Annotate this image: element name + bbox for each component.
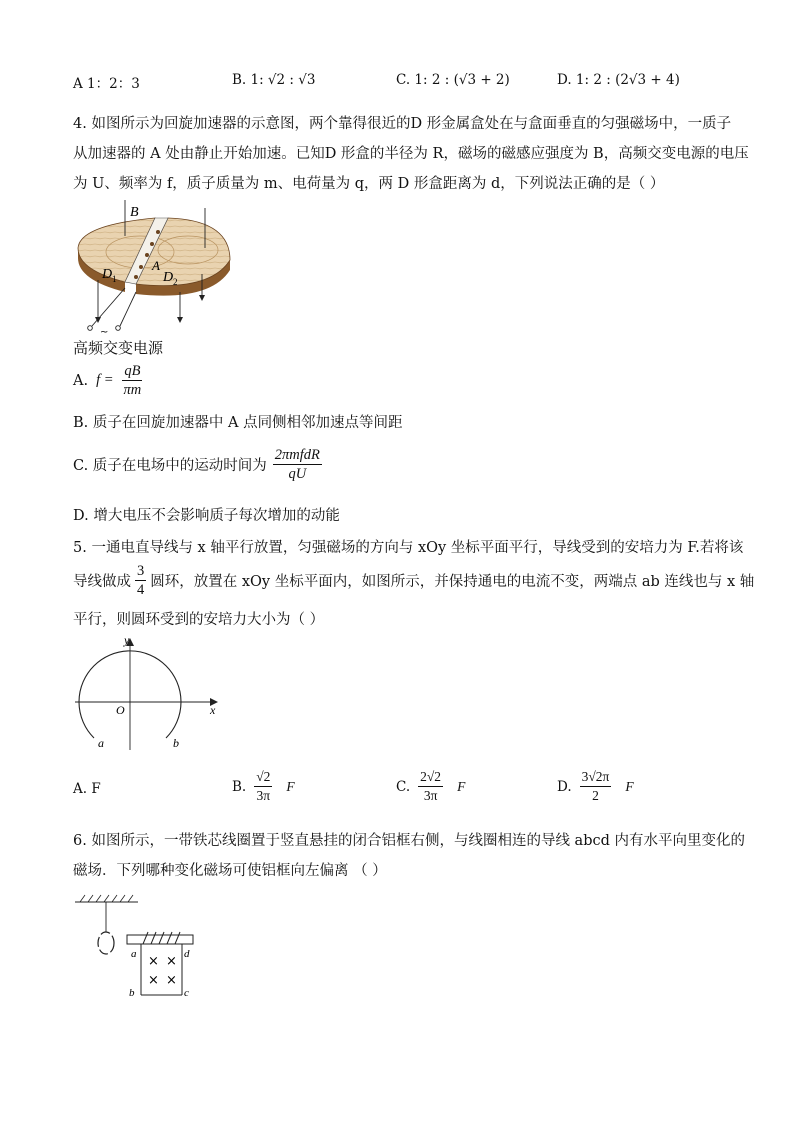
point-b-label: b	[173, 736, 179, 750]
label-tilde: ~	[100, 327, 109, 338]
field-cross-3: ×	[148, 973, 159, 988]
ring-figure	[70, 632, 230, 757]
q6-line2: 磁场．下列哪种变化磁场可使铝框向左偏离 （ ）	[73, 863, 387, 879]
q4-option-c-num: 2πmfdR	[274, 447, 320, 463]
field-cross-1: ×	[148, 954, 159, 969]
q5-option-c	[396, 768, 465, 805]
point-c-label: c	[184, 987, 189, 999]
q5-line1: 5. 一通电直导线与 x 轴平行放置，匀强磁场的方向与 xOy 坐标平面平行，导线受到的安培力为 F.若将该	[73, 540, 744, 556]
point-d-label: d	[184, 948, 190, 960]
q5-option-d-prefix: D.	[557, 778, 572, 795]
q5-option-b-prefix: B.	[232, 778, 247, 795]
q4-option-c-frac	[273, 446, 322, 483]
label-D1-sub: 1	[112, 274, 117, 284]
q4-option-d: D. 增大电压不会影响质子每次增加的动能	[73, 508, 340, 524]
q5-option-c-suffix: F	[457, 778, 466, 794]
q5-option-d-frac	[580, 768, 612, 805]
point-a-label: a	[98, 736, 104, 750]
q5-option-c-num: 2√2	[418, 768, 443, 787]
q5-option-a: A. F	[73, 781, 101, 797]
option-d-prev: D. 1: 2 : (2√3 + 4)	[557, 72, 680, 88]
q5-line2	[73, 562, 754, 599]
q4-option-c-prefix: C. 质子在电场中的运动时间为	[73, 458, 267, 474]
q5-option-d-suffix: F	[625, 778, 634, 794]
q6-line1: 6. 如图所示，一带铁芯线圈置于竖直悬挂的闭合铝框右侧，与线圈相连的导线 abcd 内有水平向里变化的	[73, 833, 745, 849]
q5-option-b-num: √2	[254, 768, 272, 787]
q5-frac-den: 4	[137, 582, 145, 598]
axis-y-label: y	[124, 633, 130, 647]
q5-option-d-num: 3√2π	[580, 768, 612, 787]
q4-option-a-prefix: A.	[73, 372, 89, 389]
q4-option-a-num: qB	[124, 363, 141, 379]
point-b-label: b	[129, 987, 135, 999]
q5-option-d	[557, 768, 634, 805]
cyclotron-figure	[70, 200, 240, 340]
q5-option-d-den: 2	[592, 788, 599, 803]
q5-option-b-suffix: F	[286, 778, 295, 794]
q4-option-a-lhs: f =	[96, 372, 114, 388]
q5-option-c-den: 3π	[423, 788, 438, 803]
axis-x-label: x	[210, 703, 216, 717]
option-c-prev: C. 1: 2 : (√3 + 2)	[396, 72, 510, 88]
q5-option-b-frac	[254, 768, 272, 805]
q5-option-c-frac	[418, 768, 443, 805]
q5-line2-pre: 导线做成	[73, 574, 131, 590]
q4-option-a-den: πm	[123, 382, 142, 398]
q5-option-b-den: 3π	[256, 788, 271, 803]
q4-line2: 从加速器的 A 处由静止开始加速。已知D 形盒的半径为 R，磁场的磁感应强度为 B，高频交变电源的电压	[73, 146, 749, 162]
q4-line1: 4. 如图所示为回旋加速器的示意图，两个靠得很近的D 形金属盒处在与盒面垂直的匀强磁场中，一质子	[73, 116, 732, 132]
q5-line3: 平行，则圆环受到的安培力大小为（ ）	[73, 612, 325, 628]
field-cross-4: ×	[166, 973, 177, 988]
option-a-prev: A 1：2：3	[73, 76, 140, 92]
q5-fraction-3-4	[135, 562, 146, 599]
q5-option-b	[232, 768, 295, 805]
q5-frac-num: 3	[137, 563, 145, 579]
field-cross-2: ×	[166, 954, 177, 969]
point-a-label: a	[131, 948, 137, 960]
q5-option-c-prefix: C.	[396, 778, 411, 795]
label-A: A	[152, 258, 160, 273]
q4-option-b: B. 质子在回旋加速器中 A 点同侧相邻加速点等间距	[73, 415, 403, 431]
cyclotron-caption: 高频交变电源	[73, 339, 164, 357]
q4-option-c	[73, 446, 322, 483]
coil-frame-figure	[70, 892, 210, 1004]
q4-option-c-den: qU	[288, 466, 307, 482]
label-B: B	[130, 205, 139, 220]
q4-option-a	[73, 362, 143, 399]
q5-line2-post: 圆环，放置在 xOy 坐标平面内，如图所示，并保持通电的电流不变，两端点 ab 连线也与 x 轴	[150, 574, 755, 590]
q4-line3: 为 U、频率为 f，质子质量为 m、电荷量为 q，两 D 形盒距离为 d，下列说法正确的是（ ）	[73, 176, 665, 192]
label-D1: D	[102, 267, 113, 282]
label-D2: D	[163, 270, 174, 285]
option-b-prev: B. 1: √2 : √3	[232, 72, 316, 88]
origin-label: O	[116, 703, 125, 717]
q4-option-a-frac	[122, 362, 144, 399]
label-D2-sub: 2	[173, 277, 178, 287]
